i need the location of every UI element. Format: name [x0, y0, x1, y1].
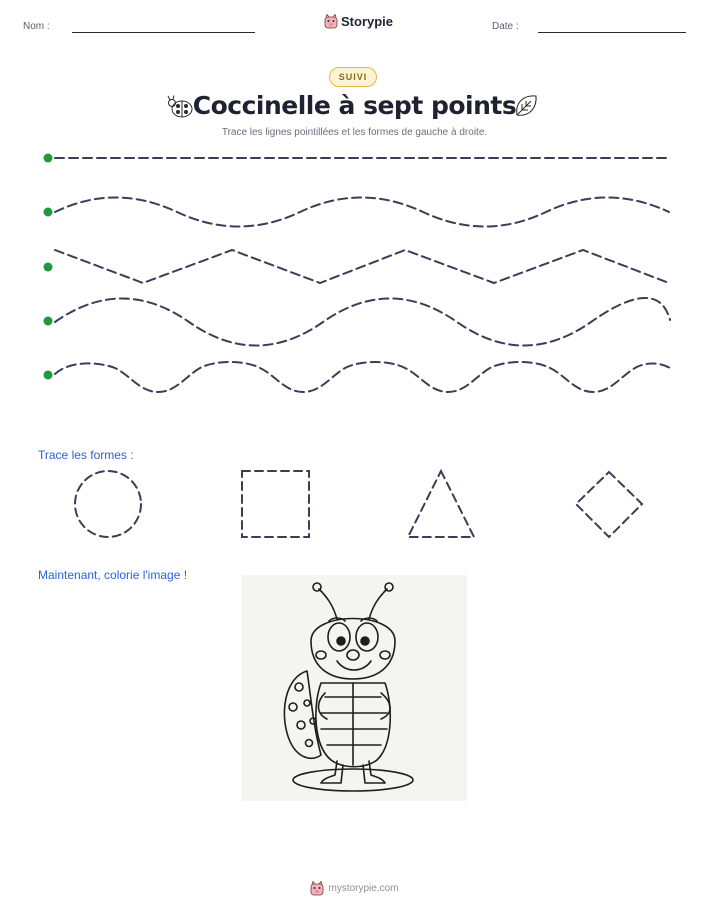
shapes-heading: Trace les formes :: [38, 448, 134, 462]
pig-mascot-icon: [310, 881, 324, 896]
tracing-line-bumpy-wave: [55, 362, 670, 392]
start-dot: [44, 208, 53, 217]
date-label: Date :: [492, 21, 519, 32]
instructions: Trace les lignes pointillées et les formes de gauche à droite.: [221, 127, 488, 138]
shape-square: [242, 471, 309, 537]
tracing-line-zigzag: [55, 250, 669, 283]
shape-triangle: [408, 471, 474, 537]
start-dot: [44, 317, 53, 326]
tracing-badge: SUIVI: [329, 67, 377, 87]
name-label: Nom :: [23, 21, 50, 32]
coloring-heading: Maintenant, colorie l'image !: [38, 568, 188, 582]
ladybug-coloring-image[interactable]: [241, 575, 467, 801]
start-dot: [44, 154, 53, 163]
start-dot: [44, 263, 53, 272]
shape-circle: [75, 471, 141, 537]
tracing-shapes[interactable]: [0, 460, 709, 550]
footer: [0, 881, 709, 896]
brand-name: Storypie: [341, 14, 394, 29]
ladybug-drawing: [241, 575, 467, 801]
shape-diamond: [576, 472, 642, 537]
tracing-line-wave: [55, 298, 670, 346]
start-dot: [44, 371, 53, 380]
page-title: Coccinelle à sept points: [192, 91, 517, 120]
tracing-lines[interactable]: [0, 0, 709, 420]
tracing-line-gentle-wave: [55, 198, 669, 227]
footer-url[interactable]: mystorypie.com: [328, 883, 399, 894]
